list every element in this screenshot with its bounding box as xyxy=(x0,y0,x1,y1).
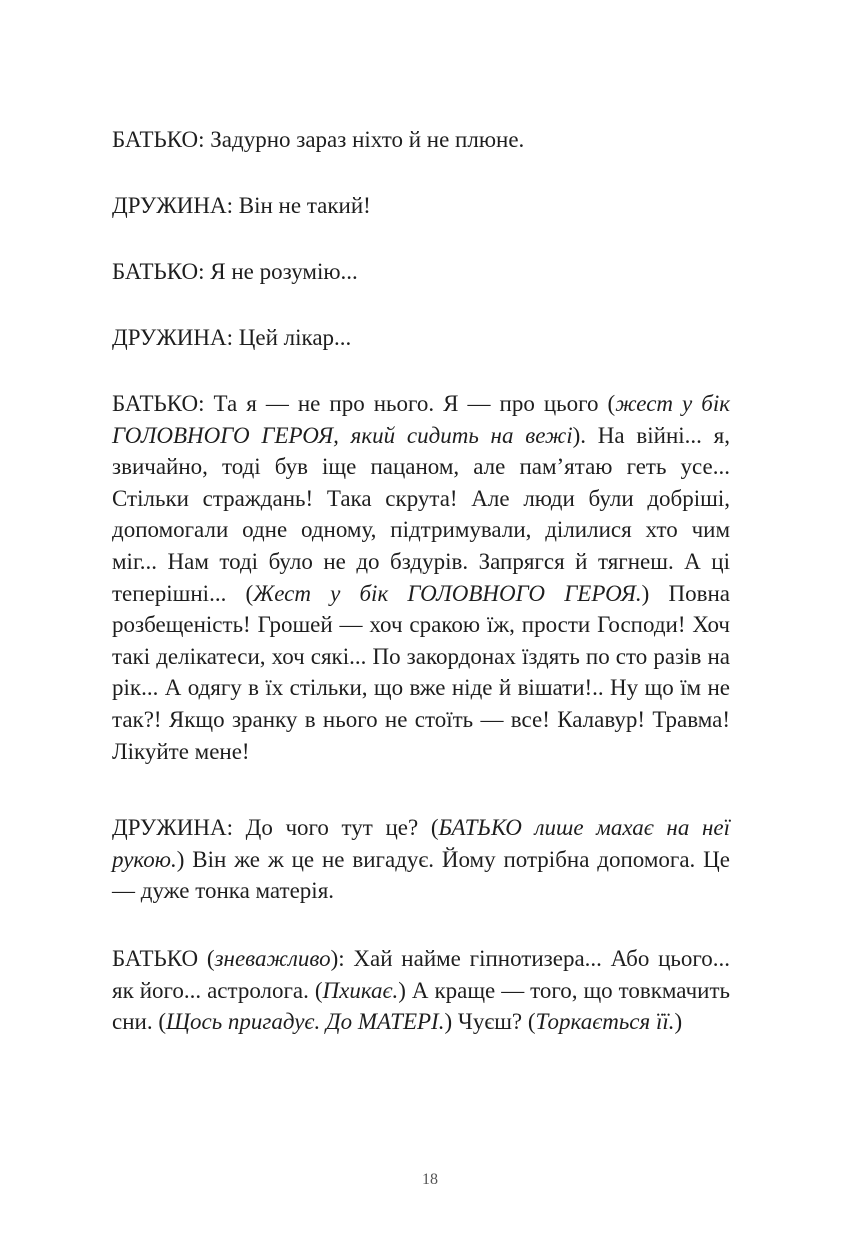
book-page xyxy=(112,0,730,1250)
dialogue-line-father-2 xyxy=(112,256,730,288)
dialogue-text: БАТЬКО: Задурно зараз ніхто й не плюне. xyxy=(112,127,525,152)
dialogue-line-father-4 xyxy=(112,943,730,1038)
dialogue-text: ) Чуєш? ( xyxy=(444,1009,536,1035)
stage-direction: БАТЬКО лише махає на неї рукою. xyxy=(112,815,730,872)
dialogue-text: ДРУЖИНА: Цей лікар... xyxy=(112,325,352,350)
dialogue-text: ) Він же ж це не вигадує. Йому потрібна допомога. Це — дуже тонка матерія. xyxy=(112,846,730,904)
dialogue-line-wife-2 xyxy=(112,322,730,354)
stage-direction: зневажливо xyxy=(214,946,331,971)
dialogue-text: ). На війні... я, звичайно, тоді був іще пацаном, але пам’ятаю геть усе... Стільки страждань! Така скрута! Але люди були добріші, допомогали одне одному, підтримували, ділилися хто чим міг... Нам тоді було не до бздурів. Запрягся й тягнеш. А ці теперішні... ( xyxy=(112,422,730,606)
dialogue-text: БАТЬКО: Та я — не про нього. Я — про цього ( xyxy=(112,391,616,416)
stage-direction: Пхикає. xyxy=(322,977,399,1003)
dialogue-text: БАТЬКО: Я не розумію... xyxy=(112,259,358,284)
dialogue-text: ДРУЖИНА: Він не такий! xyxy=(112,193,371,218)
dialogue-line-wife-3 xyxy=(112,812,730,907)
stage-direction: Щось пригадує. До МАТЕРІ. xyxy=(166,1009,445,1035)
dialogue-line-father-1 xyxy=(112,124,730,156)
dialogue-text: ) А краще — того, що товкмачить сни. ( xyxy=(112,977,730,1035)
dialogue-line-father-3 xyxy=(112,388,730,767)
stage-direction: Жест у бік ГОЛОВНОГО ГЕРОЯ. xyxy=(253,580,642,606)
dialogue-text: ДРУЖИНА: До чого тут це? ( xyxy=(112,815,439,840)
dialogue-line-wife-1 xyxy=(112,190,730,222)
stage-direction: Торкається її. xyxy=(535,1009,675,1035)
page-number: 18 xyxy=(422,1171,438,1188)
dialogue-text: БАТЬКО ( xyxy=(112,946,215,971)
dialogue-text: ) xyxy=(674,1009,683,1035)
stage-direction: жест у бік ГОЛОВНОГО ГЕРОЯ, який сидить на вежі xyxy=(112,391,730,448)
dialogue-text: ) Повна розбещеність! Грошей — хоч сракою їж, прости Господи! Хоч такі делікатеси, хоч сякі... По закордонах їздять по сто разів на рік... А одягу в їх стільки, що вже ніде й вішати!.. Ну що їм не так?! Якщо зранку в нього не стоїть — все! Калавур! Травма! Лікуйте мене! xyxy=(112,580,730,764)
dialogue-text: ): Хай найме гіпнотизера... Або цього... як його... астролога. ( xyxy=(112,946,730,1003)
